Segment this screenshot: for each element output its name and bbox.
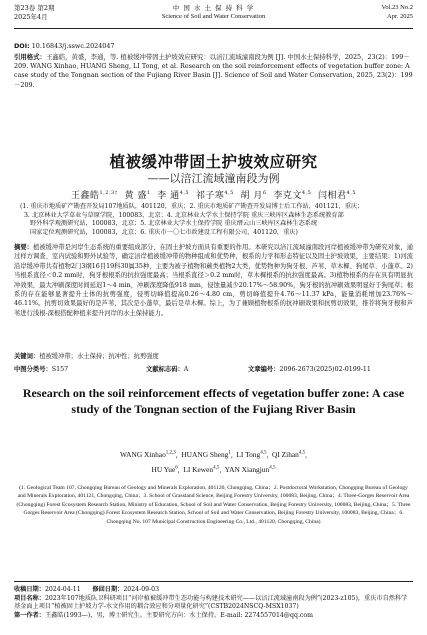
volume-issue-zh: 第23卷 第2期 <box>14 4 55 12</box>
article-title-zh: 植被缓冲带固土护坡效应研究 <box>109 153 318 171</box>
article-number: 文章编号：2096-2673(2025)02-0199-11 <box>248 366 371 373</box>
affiliations-en: (1. Geological Team 107, Chongqing Bureau of Geology and Minerals Exploration, 401120, Chongqing, China；2. Postdoctoral Workstation, Chongqing Bureau of Geology and Minerals Exploration, 401121, Chongqing, China；3. School of Grassland Science, Beijing Forestry University, 100083, Beijing, China；4. Three-Gorges Reservoir Area (Chongqing) Forest Ecosystem Research Station, Ministry of Education, School of Soil and Water Conservation, Beijing Forestry University, 100083, Beijing, China；5. Three Gorges Reservoir Area (Chongqing) Forest Ecosystem Research Station, School of Soil and Water Conservation, Beijing Forestry University, 100083, Beijing, China；6. Chongqing No. 107 Municipal Construction Engineering Co., Ltd., 401120, Chongqing, China) <box>16 485 411 525</box>
affiliations-zh <box>20 203 407 237</box>
funding-line: 项目名称：2023年107地质队卫科研项目“河岸植被缓冲带生态功能与构建技术研究——以涪江流域潼南段为例”(2023-z105)，重庆市自然科学基金面上项目“植被固土护坡力学-水文作用的耦合效应和分项量化研究”(CSTB2024NSCQ-MSX1037) <box>14 594 408 611</box>
abstract-zh <box>14 243 413 318</box>
abstract-text: 植被缓冲带是河岸生态系统的重要组成部分，在固土护坡方面具有重要的作用。本研究以涪江流域潼南段河岸植被缓冲带为研究对象，通过样方调查、室内试验和野外试验等，确定涪岸植被缓冲带的物种组成和优势种，根系的力学和形态特征以及固土护坡效果，主要结果：1)河流沿岸缓冲带共有植物2门3纲16目19科30属35种，主要为被子植物和蕨类植物2大类，优势物种为狗牙根、芦苇、草木樨、狗尾草、小蓬草。2)当根系直径＜0.2 mm时，狗牙根根系的抗拉强度最高；当根系直径＞0.2 mm时，草木樨根系的抗拉强度最高。3)植物根系的存在具有明显抗冲效果，最大冲刷深度时间延迟1～4 min，冲刷深度降低918 mm，侵蚀量减少20.17%～58.90%，狗牙根的抗冲刷效果明显好于狗尾草；根系的存在能够显著提升土体的抗剪强度，侵剪切峰值提高0.26～4.80 cm，剪切峰值提升4.76～11.37 kPa，能量消耗增加23.76%～46.11%。抗剪切效果最好的是芦苇，其次是小蓬草，最后是草木樨。综上，为了兼顾植物根系的抗冲刷效果和抗剪切效果，推荐将狗牙根和芦苇进行浅根-深根搭配种植来提升河岸的水土保持能力。 <box>14 244 414 317</box>
author-zh: 胡 月$^6$ <box>240 190 267 201</box>
author-en: WANG Xinhao$^{1,2,3}$ <box>120 450 176 460</box>
abstract-label: 摘要： <box>14 244 34 251</box>
author-zh: 黄 盛$^1$ <box>124 190 151 201</box>
doc-code: 文献标志码：A <box>146 366 189 373</box>
author-zh: 闫相君$^{4,5}$ <box>318 190 356 201</box>
affiliation-line: 国家定位观测研究站，100083，北京；6. 重庆市一〇七市政建设工程有限公司，401120，重庆) <box>30 228 298 236</box>
first-author-line: 第一作者：王鑫皓(1993—)，男，博士研究生。主要研究方向：水土保持。E-mail: 2274557014@qq.com <box>14 611 313 619</box>
citation-format <box>14 53 413 90</box>
author-en: LI Tong$^{4,5}$ <box>236 450 267 460</box>
doi-line <box>14 42 413 51</box>
date-en: Apr. 2025 <box>387 12 413 20</box>
doi-label: DOI: <box>14 42 30 50</box>
author-list-en-line1: WANG Xinhao$^{1,2,3}$, HUANG Sheng$^1$, LI Tong$^{4,5}$, QI Zihan$^{4,5}$, <box>120 450 307 460</box>
volume-issue-en: Vol.23 No.2 <box>381 4 413 11</box>
author-list-en-line2: HU Yue$^6$, LI Kewen$^{4,5}$, YAN Xiangjun$^{4,5}$ <box>151 465 276 475</box>
keywords-zh <box>14 352 413 361</box>
running-header <box>14 4 413 26</box>
author-zh: 李克文$^{4,5}$ <box>273 190 312 201</box>
author-en: LI Kewen$^{4,5}$ <box>183 465 220 475</box>
author-en: YAN Xiangjun$^{4,5}$ <box>224 465 276 475</box>
affiliation-line: 3. 北京林业大学草业与草原学院，100083，北京；4. 北京林业大学水土保持学院 重庆三峡库区森林生态系统教育部 <box>24 211 344 219</box>
author-zh: 李 通$^{4,5}$ <box>157 190 190 201</box>
article-footnotes <box>14 586 413 620</box>
author-list-zh <box>0 188 427 201</box>
date-zh: 2025年4月 <box>14 12 48 21</box>
dates-line: 收稿日期：2024-04-11 修回日期：2024-09-03 <box>14 586 160 593</box>
clc-number: 中图分类号：S157 <box>14 366 69 373</box>
author-en: HUANG Sheng$^1$ <box>181 450 231 460</box>
citation-text: 王鑫皓，黄盛，李通，等. 植被缓冲带固土护坡效应研究：以涪江流域潼南段为例 [J]. 中国水土保持科学，2025，23(2)：199－209. WANG Xinhao, HUANG Sheng, LI Tong, et al. Research on the soil reinforcement effects of vegetation buffer zone: A case study of the Tongnan section of the Fujiang River Basin [J]. Science of Soil and Water Conservation, 2025, 23(2)：199－209. <box>14 53 413 89</box>
affiliation-line: 野外科学观测研究站，100083，北京；5. 北京林业大学水土保持学院 重庆缙云山三峡库区森林生态系统 <box>30 220 318 228</box>
journal-name-zh: 中 国 水 土 保 持 科 学 <box>172 4 255 12</box>
citation-label: 引用格式： <box>14 53 46 61</box>
author-zh: 祁子寒$^{4,5}$ <box>195 190 234 201</box>
keywords-label: 关键词： <box>14 353 40 360</box>
author-zh: 王鑫皓$^{1,2,3\dagger}$ <box>70 190 118 201</box>
author-en: QI Zihan$^{4,5}$ <box>271 450 306 460</box>
issue-info-en <box>382 4 413 21</box>
classification-line <box>14 365 413 374</box>
footer-rule <box>14 581 413 582</box>
affiliation-line: (1. 重庆市地质矿产勘查开发局107地质队，401120，重庆；2. 重庆市地质矿产勘查开发局博士后工作站，401121，重庆； <box>20 203 364 210</box>
doi-link[interactable]: 10.16843/j.sswc.2024047 <box>31 42 115 50</box>
article-title-en: Research on the soil reinforcement effects of vegetation buffer zone: A case study of the Tongnan section of the Fujiang River Basin <box>22 386 405 416</box>
journal-name-en: Science of Soil and Water Conservation <box>161 12 266 20</box>
author-en: HU Yue$^6$ <box>151 465 178 475</box>
header-rule <box>14 28 413 29</box>
article-subtitle-zh: ——以涪江流域潼南段为例 <box>147 172 280 185</box>
keywords-text: 植被缓冲带；水土保持；抗冲性；抗剪强度 <box>39 353 159 360</box>
journal-name <box>14 4 413 21</box>
